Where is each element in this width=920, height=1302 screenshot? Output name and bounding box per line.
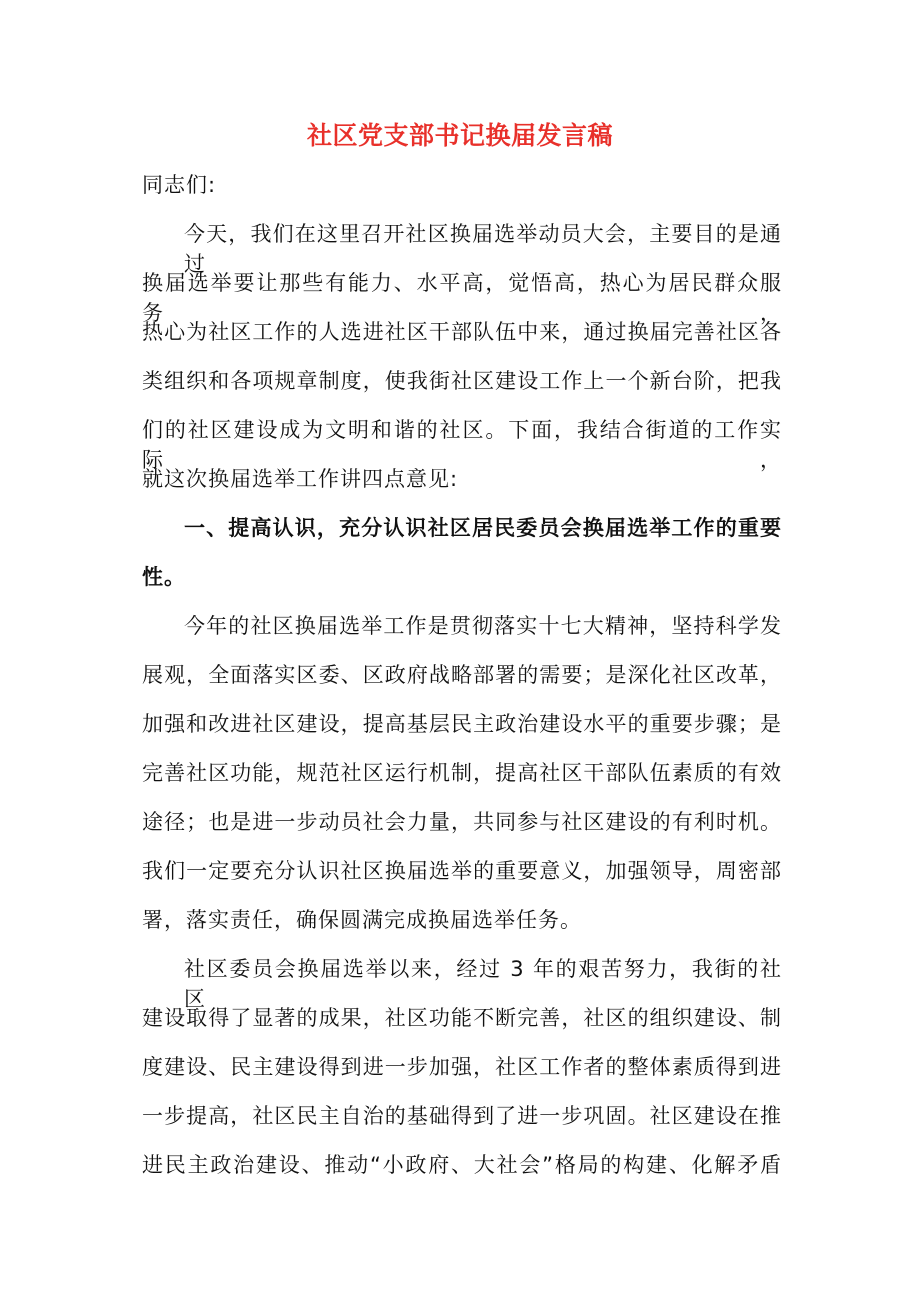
paragraph-line: 今年的社区换届选举工作是贯彻落实十七大精神，坚持科学发: [184, 614, 782, 638]
paragraph-line: 类组织和各项规章制度，使我街社区建设工作上一个新台阶，把我: [142, 369, 782, 393]
paragraph-line: 社区委员会换届选举以来，经过 3 年的艰苦努力，我街的社区: [184, 957, 782, 1011]
paragraph-line: 就这次换届选举工作讲四点意见:: [142, 467, 459, 491]
paragraph-line: 展观，全面落实区委、区政府战略部署的需要；是深化社区改革，: [142, 663, 782, 687]
paragraph-line: 建设取得了显著的成果，社区功能不断完善，社区的组织建设、制: [142, 1006, 782, 1030]
paragraph-line: 完善社区功能，规范社区运行机制，提高社区干部队伍素质的有效: [142, 761, 782, 785]
salutation: 同志们:: [142, 173, 217, 197]
section-heading: 性。: [142, 565, 186, 589]
paragraph-line: 热心为社区工作的人选进社区干部队伍中来，通过换届完善社区各: [142, 320, 782, 344]
paragraph-line: 们的社区建设成为文明和谐的社区。下面，我结合街道的工作实际，: [142, 418, 782, 472]
paragraph-line: 今天，我们在这里召开社区换届选举动员大会，主要目的是通过: [184, 222, 782, 276]
paragraph-line: 进民主政治建设、推动“小政府、大社会”格局的构建、化解矛盾: [142, 1153, 782, 1177]
document-title: 社区党支部书记换届发言稿: [306, 121, 613, 150]
paragraph-line: 一步提高，社区民主自治的基础得到了进一步巩固。社区建设在推: [142, 1104, 782, 1128]
paragraph-line: 署，落实责任，确保圆满完成换届选举任务。: [142, 908, 582, 932]
paragraph-line: 途径；也是进一步动员社会力量，共同参与社区建设的有利时机。: [142, 810, 782, 834]
paragraph-line: 度建设、民主建设得到进一步加强，社区工作者的整体素质得到进: [142, 1055, 782, 1079]
paragraph-line: 换届选举要让那些有能力、水平高，觉悟高，热心为居民群众服务，: [142, 271, 782, 325]
paragraph-line: 我们一定要充分认识社区换届选举的重要意义，加强领导，周密部: [142, 859, 782, 883]
section-heading: 一、提高认识，充分认识社区居民委员会换届选举工作的重要: [184, 516, 782, 540]
paragraph-line: 加强和改进社区建设，提高基层民主政治建设水平的重要步骤；是: [142, 712, 782, 736]
